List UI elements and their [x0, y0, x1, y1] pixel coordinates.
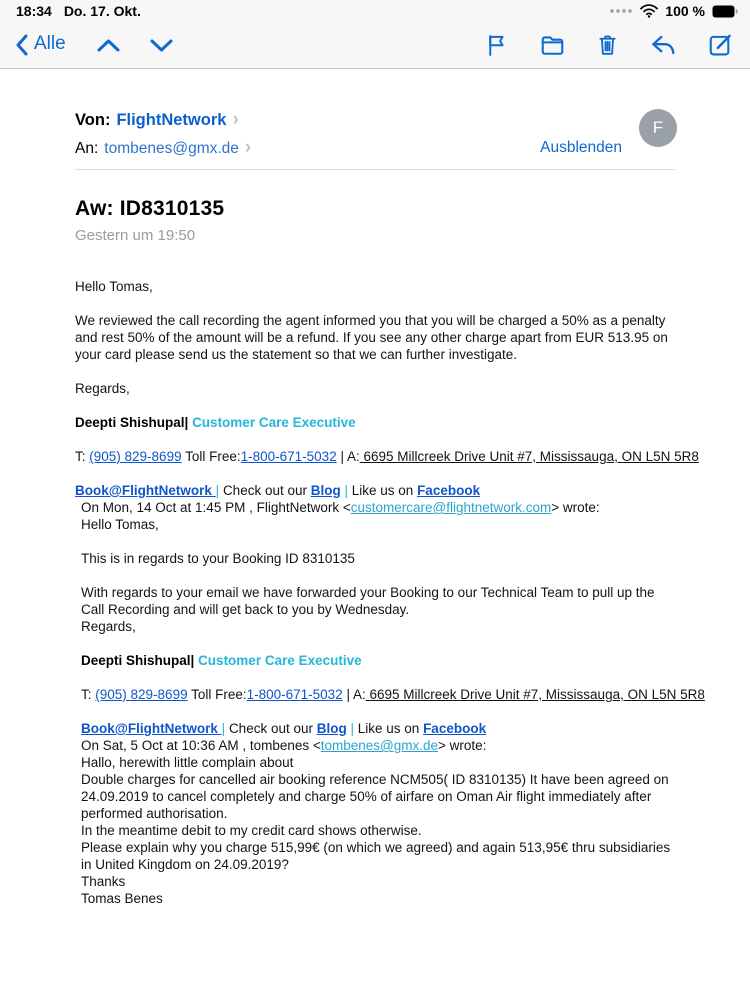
body-text: |	[215, 483, 223, 498]
tollfree-link[interactable]: 1-800-671-5032	[246, 687, 343, 702]
hide-details-button[interactable]: Ausblenden	[540, 139, 622, 156]
facebook-link[interactable]: Facebook	[417, 483, 481, 498]
body-text: Customer Care Executive	[198, 653, 362, 668]
body-text: Toll Free:	[181, 449, 241, 464]
body-line	[75, 312, 677, 363]
body-line	[75, 873, 680, 890]
phone-link[interactable]: (905) 829-8699	[95, 687, 188, 702]
body-text: T:	[75, 449, 90, 464]
cellular-dots-icon	[609, 8, 633, 14]
body-text: | A:	[342, 687, 366, 702]
chevron-right-icon: ›	[244, 137, 252, 158]
body-text: On Sat, 5 Oct at 10:36 AM , tombenes <	[81, 738, 321, 753]
body-line	[75, 448, 699, 465]
wifi-icon	[640, 4, 658, 18]
body-line	[75, 550, 680, 567]
body-text: Hello Tomas,	[81, 517, 159, 532]
body-line	[75, 839, 677, 873]
from-label: Von:	[75, 111, 111, 129]
battery-percent: 100 %	[665, 3, 705, 19]
body-text: Hello Tomas,	[75, 279, 153, 294]
next-message-button[interactable]	[149, 38, 174, 53]
body-line	[75, 737, 680, 754]
body-text: This is in regards to your Booking ID 8310135	[81, 551, 355, 566]
body-line	[75, 533, 680, 550]
body-text: Toll Free:	[187, 687, 247, 702]
body-text: 6695 Millcreek Drive Unit #7, Mississauga, ON L5N 5R8	[359, 449, 699, 464]
reply-button[interactable]	[649, 33, 677, 57]
avatar-initial: F	[652, 118, 664, 137]
status-time: 18:34	[16, 3, 52, 19]
chevron-right-icon: ›	[232, 109, 239, 130]
body-text: With regards to your email we have forwarded your Booking to our Technical Team to pull up the Call Recording and will get back to you by Wednesday.	[81, 585, 655, 617]
compose-button[interactable]	[707, 32, 734, 58]
body-text: | A:	[336, 449, 360, 464]
body-text: |	[350, 721, 355, 736]
body-text: Like us on	[354, 721, 424, 736]
body-line	[75, 771, 677, 822]
phone-link[interactable]: (905) 829-8699	[89, 449, 182, 464]
body-text: Regards,	[81, 619, 136, 634]
tollfree-link[interactable]: 1-800-671-5032	[240, 449, 337, 464]
body-line	[75, 822, 680, 839]
previous-message-button[interactable]	[96, 38, 121, 53]
back-chevron-icon	[14, 33, 29, 57]
body-text: > wrote:	[438, 738, 487, 753]
book-flightnetwork-link[interactable]: Book@FlightNetwork	[81, 721, 222, 736]
body-line	[75, 516, 680, 533]
body-line	[75, 295, 680, 312]
body-text: On Mon, 14 Oct at 1:45 PM , FlightNetwork <	[81, 500, 351, 515]
body-line	[75, 754, 680, 771]
flag-icon	[484, 32, 509, 58]
body-text: Check out our	[222, 483, 311, 498]
back-button[interactable]	[14, 33, 66, 57]
email-link[interactable]: customercare@flightnetwork.com	[350, 500, 552, 515]
back-button-label: Alle	[34, 33, 66, 54]
battery-icon	[712, 5, 738, 18]
body-text: Regards,	[75, 381, 130, 396]
body-text: Tomas Benes	[81, 891, 163, 906]
blog-link[interactable]: Blog	[316, 721, 347, 736]
move-to-folder-button[interactable]	[539, 32, 566, 58]
email-link[interactable]: tombenes@gmx.de	[320, 738, 439, 753]
body-text: Hallo, herewith little complain about	[81, 755, 294, 770]
subject-title: Aw: ID8310135	[75, 197, 225, 220]
body-line	[75, 584, 677, 618]
body-line	[75, 669, 680, 686]
message-header	[0, 69, 750, 170]
chevron-down-icon	[149, 38, 174, 53]
body-line	[75, 720, 680, 737]
to-contact-button[interactable]: tombenes@gmx.de	[104, 139, 239, 157]
email-body	[0, 245, 750, 947]
body-text: T:	[81, 687, 96, 702]
blog-link[interactable]: Blog	[310, 483, 341, 498]
body-text: Deepti Shishupal|	[81, 653, 195, 668]
sender-avatar[interactable]	[639, 109, 677, 147]
body-text: Double charges for cancelled air booking reference NCM505( ID 8310135) It have been agreed on 24.09.2019 to cancel completely and charge 50% of airfare on Oman Air flight immediately after performed authorisation.	[81, 772, 669, 821]
body-line	[75, 686, 705, 703]
from-contact-button[interactable]: FlightNetwork	[116, 111, 227, 129]
folder-icon	[539, 32, 566, 58]
body-line	[75, 380, 680, 397]
body-line	[75, 499, 680, 516]
to-label: An:	[75, 139, 99, 157]
header-divider	[75, 169, 675, 170]
body-text: Please explain why you charge 515,99€ (on which we agreed) and again 513,95€ thru subsidiaries in United Kingdom on 24.09.2019?	[81, 840, 671, 872]
body-line	[75, 414, 680, 431]
body-line	[75, 703, 680, 720]
body-line	[75, 431, 680, 448]
compose-icon	[707, 32, 734, 58]
body-text: 6695 Millcreek Drive Unit #7, Mississauga, ON L5N 5R8	[365, 687, 705, 702]
flag-button[interactable]	[484, 32, 509, 58]
body-line	[75, 890, 680, 907]
body-text: We reviewed the call recording the agent informed you that you will be charged a 50% as a penalty and rest 50% of the amount will be a refund. If you see any other charge apart from EUR 513.95 on your card please send us the statement so that we can further investigate.	[75, 313, 668, 362]
body-line	[75, 363, 680, 380]
body-line	[75, 278, 680, 295]
body-text: Check out our	[228, 721, 317, 736]
trash-button[interactable]	[596, 32, 619, 58]
body-line	[75, 465, 680, 482]
body-text: > wrote:	[551, 500, 600, 515]
body-text: Like us on	[348, 483, 418, 498]
body-text: Thanks	[81, 874, 126, 889]
body-text: Deepti Shishupal|	[75, 415, 189, 430]
mail-toolbar	[0, 22, 750, 69]
book-flightnetwork-link[interactable]: Book@FlightNetwork	[75, 483, 216, 498]
body-line	[75, 397, 680, 414]
status-date: Do. 17. Okt.	[63, 3, 141, 19]
body-line	[75, 567, 680, 584]
trash-icon	[596, 32, 619, 58]
body-text: Customer Care Executive	[192, 415, 356, 430]
status-bar	[0, 0, 750, 22]
body-text: In the meantime debit to my credit card shows otherwise.	[81, 823, 422, 838]
body-line	[75, 618, 680, 635]
body-text: |	[221, 721, 229, 736]
body-line	[75, 482, 680, 499]
subject-date: Gestern um 19:50	[75, 227, 196, 244]
body-line	[75, 635, 680, 652]
reply-icon	[649, 33, 677, 57]
body-line	[75, 652, 680, 669]
body-text: |	[344, 483, 349, 498]
chevron-up-icon	[96, 38, 121, 53]
facebook-link[interactable]: Facebook	[423, 721, 487, 736]
